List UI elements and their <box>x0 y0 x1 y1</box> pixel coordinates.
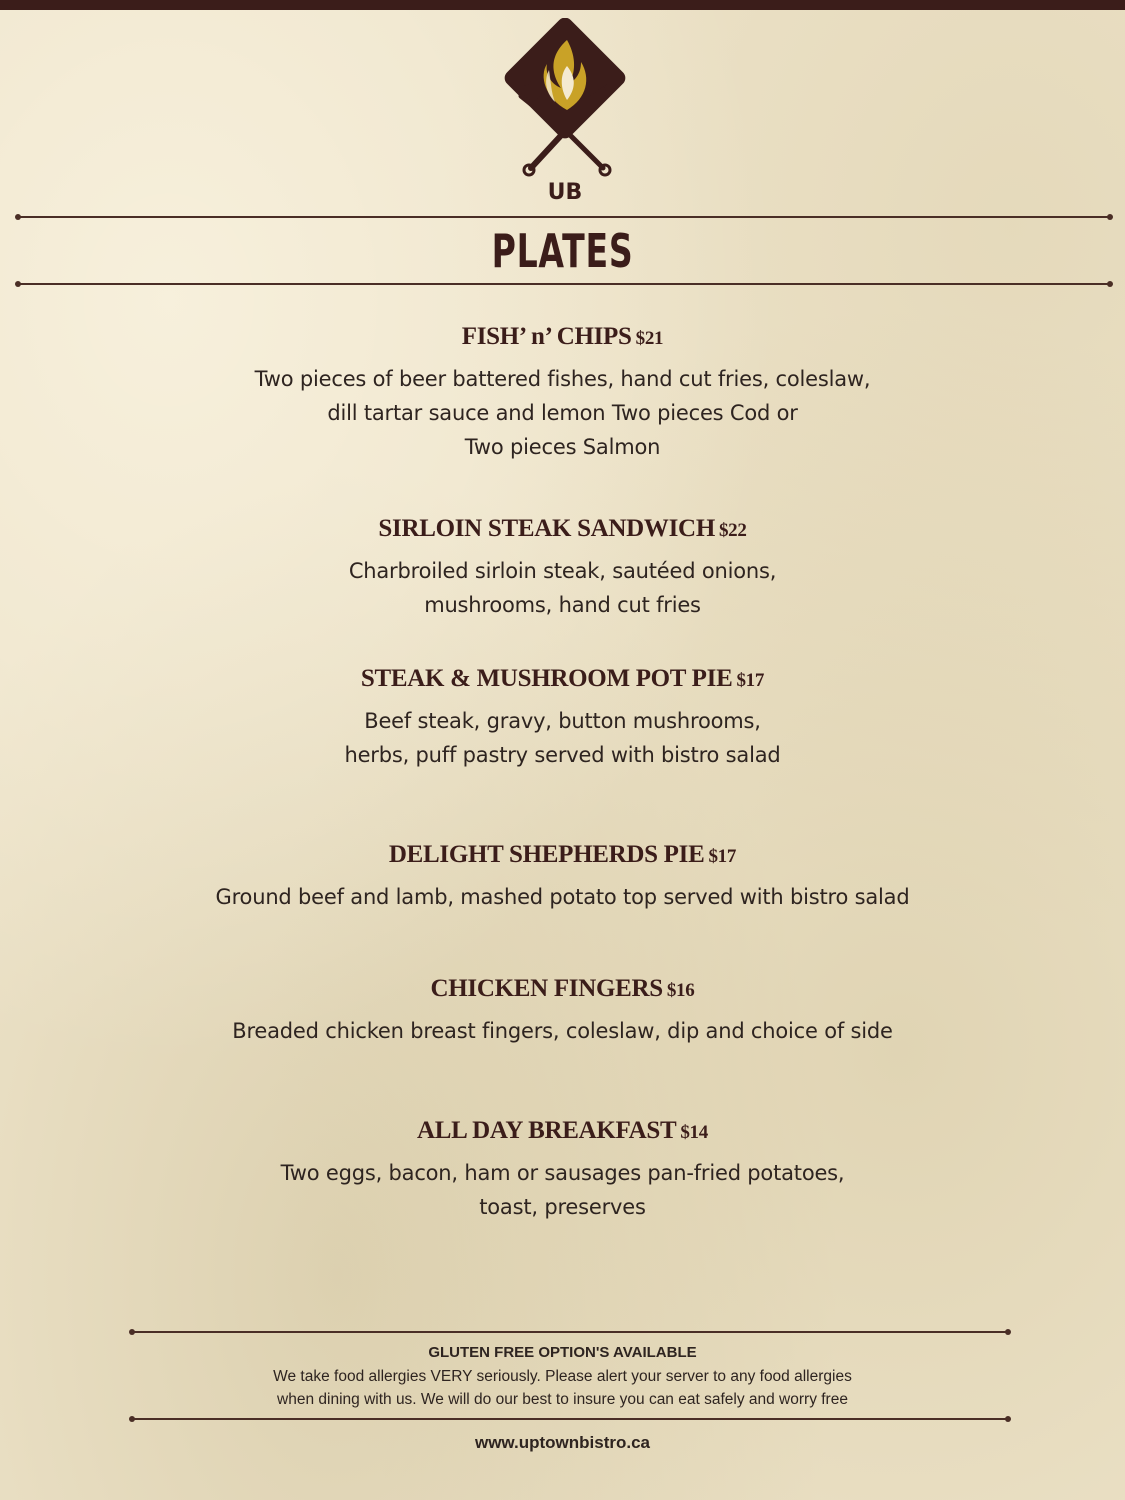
item-description <box>0 704 1125 772</box>
allergy-line: We take food allergies VERY seriously. Please alert your server to any food allergies <box>273 1368 852 1385</box>
item-description <box>0 362 1125 464</box>
section-title: PLATES <box>491 224 634 278</box>
description-line: Two pieces of beer battered fishes, hand cut fries, coleslaw, <box>254 367 871 391</box>
item-title <box>0 514 1125 546</box>
allergy-line: when dining with us. We will do our best to insure you can eat safely and worry free <box>277 1391 848 1408</box>
item-price: $14 <box>680 1122 708 1143</box>
item-price: $17 <box>708 846 737 867</box>
menu-item <box>0 1116 1125 1224</box>
item-price: $16 <box>666 980 695 1001</box>
item-price: $21 <box>635 328 664 349</box>
description-line: toast, preserves <box>479 1195 646 1219</box>
item-name: FISH’ n’ CHIPS <box>461 323 632 350</box>
item-name: SIRLOIN STEAK SANDWICH <box>378 515 715 542</box>
item-title <box>0 974 1125 1006</box>
item-name: ALL DAY BREAKFAST <box>417 1117 677 1144</box>
menu-item <box>0 664 1125 772</box>
menu-item <box>0 514 1125 622</box>
divider <box>18 216 1110 218</box>
description-line: Two eggs, bacon, ham or sausages pan-fried potatoes, <box>280 1161 845 1185</box>
description-line: Two pieces Salmon <box>464 435 661 459</box>
top-border <box>0 0 1125 10</box>
website-link[interactable]: www.uptownbistro.ca <box>474 1433 651 1452</box>
item-title <box>0 1116 1125 1148</box>
allergy-notice <box>0 1344 1125 1411</box>
item-name: STEAK & MUSHROOM POT PIE <box>360 665 733 692</box>
item-description <box>0 1014 1125 1048</box>
menu-item <box>0 974 1125 1048</box>
allergy-text <box>0 1365 1125 1411</box>
description-line: Beef steak, gravy, button mushrooms, <box>364 709 761 733</box>
description-line: Charbroiled sirloin steak, sautéed onions, <box>348 559 777 583</box>
item-price: $17 <box>736 670 765 691</box>
item-description <box>0 554 1125 622</box>
bistro-logo <box>495 18 635 208</box>
menu-item <box>0 322 1125 464</box>
item-name: DELIGHT SHEPHERDS PIE <box>388 841 705 868</box>
item-title <box>0 840 1125 872</box>
gluten-free-title: GLUTEN FREE OPTION'S AVAILABLE <box>428 1344 697 1361</box>
logo-emblem <box>495 18 635 183</box>
description-line: dill tartar sauce and lemon Two pieces Cod or <box>327 401 798 425</box>
divider <box>132 1418 1008 1420</box>
item-name: CHICKEN FINGERS <box>430 975 663 1002</box>
description-line: Ground beef and lamb, mashed potato top served with bistro salad <box>215 885 910 909</box>
item-title <box>0 322 1125 354</box>
menu-item <box>0 840 1125 914</box>
description-line: herbs, puff pastry served with bistro salad <box>344 743 781 767</box>
item-price: $22 <box>718 520 747 541</box>
item-description <box>0 880 1125 914</box>
description-line: mushrooms, hand cut fries <box>424 593 701 617</box>
description-line: Breaded chicken breast fingers, coleslaw, dip and choice of side <box>232 1019 893 1043</box>
divider <box>18 283 1110 285</box>
item-title <box>0 664 1125 696</box>
item-description <box>0 1156 1125 1224</box>
divider <box>132 1331 1008 1333</box>
logo-text: UB <box>547 180 583 205</box>
